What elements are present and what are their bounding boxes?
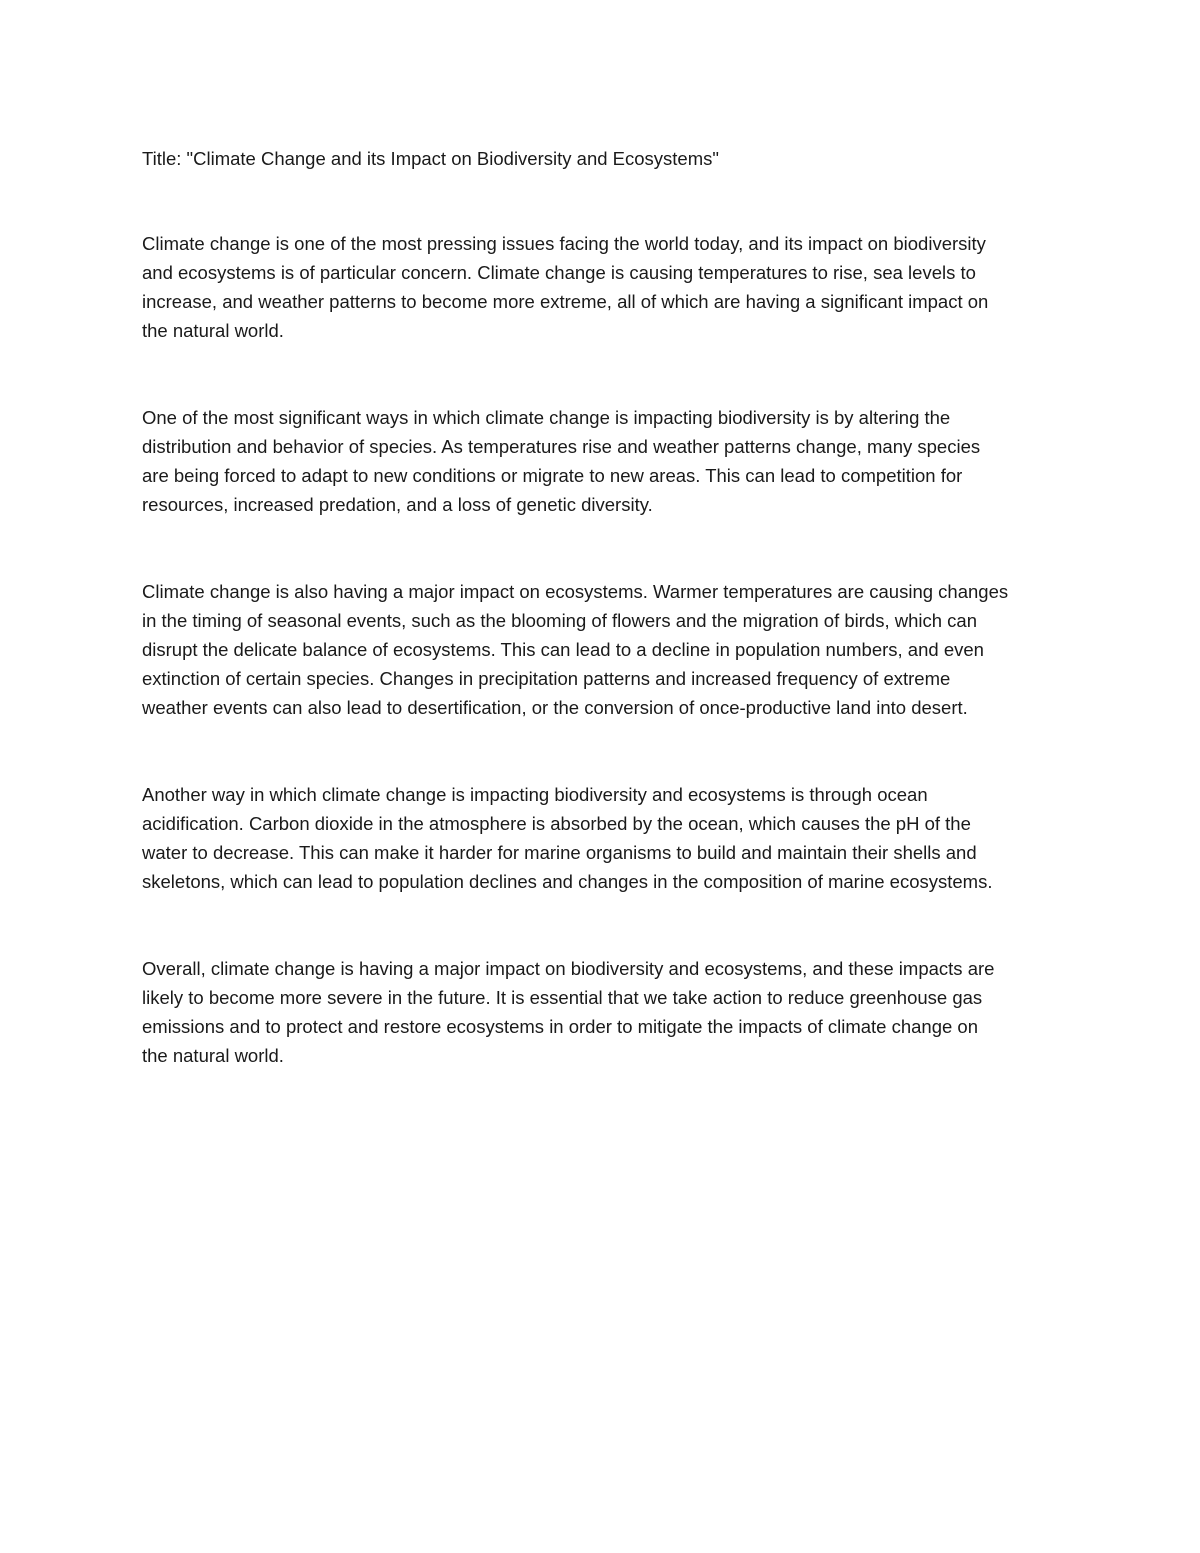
text-line: Another way in which climate change is impacting biodiversity and ecosystems is through ocean [142,784,928,805]
document-title: Title: "Climate Change and its Impact on Biodiversity and Ecosystems" [142,148,719,169]
text-line: are being forced to adapt to new conditions or migrate to new areas. This can lead to competition for [142,465,963,486]
text-line: Climate change is one of the most pressing issues facing the world today, and its impact on biodiversity [142,233,986,254]
document-body [142,144,1062,1070]
text-line: Overall, climate change is having a major impact on biodiversity and ecosystems, and these impacts are [142,958,995,979]
text-line: the natural world. [142,320,284,341]
text-line: skeletons, which can lead to population declines and changes in the composition of marine ecosystems. [142,871,993,892]
text-line: resources, increased predation, and a loss of genetic diversity. [142,494,653,515]
paragraph-1 [142,229,1062,345]
text-line: Climate change is also having a major impact on ecosystems. Warmer temperatures are causing changes [142,581,1009,602]
text-line: extinction of certain species. Changes in precipitation patterns and increased frequency of extreme [142,668,951,689]
paragraph-4 [142,780,1062,896]
paragraph-3 [142,577,1062,722]
text-line: water to decrease. This can make it harder for marine organisms to build and maintain their shells and [142,842,977,863]
text-line: acidification. Carbon dioxide in the atmosphere is absorbed by the ocean, which causes the pH of the [142,813,971,834]
text-line: and ecosystems is of particular concern. Climate change is causing temperatures to rise, sea levels to [142,262,976,283]
text-line: weather events can also lead to desertification, or the conversion of once-productive land into desert. [142,697,968,718]
text-line: disrupt the delicate balance of ecosystems. This can lead to a decline in population numbers, and even [142,639,984,660]
text-line: increase, and weather patterns to become more extreme, all of which are having a significant impact on [142,291,989,312]
paragraph-2 [142,403,1062,519]
text-line: distribution and behavior of species. As temperatures rise and weather patterns change, many species [142,436,981,457]
paragraph-5 [142,954,1062,1070]
text-line: likely to become more severe in the future. It is essential that we take action to reduce greenhouse gas [142,987,983,1008]
text-line: in the timing of seasonal events, such as the blooming of flowers and the migration of birds, which can [142,610,978,631]
text-line: emissions and to protect and restore ecosystems in order to mitigate the impacts of climate change on [142,1016,978,1037]
text-line: the natural world. [142,1045,284,1066]
text-line: One of the most significant ways in which climate change is impacting biodiversity is by altering the [142,407,951,428]
